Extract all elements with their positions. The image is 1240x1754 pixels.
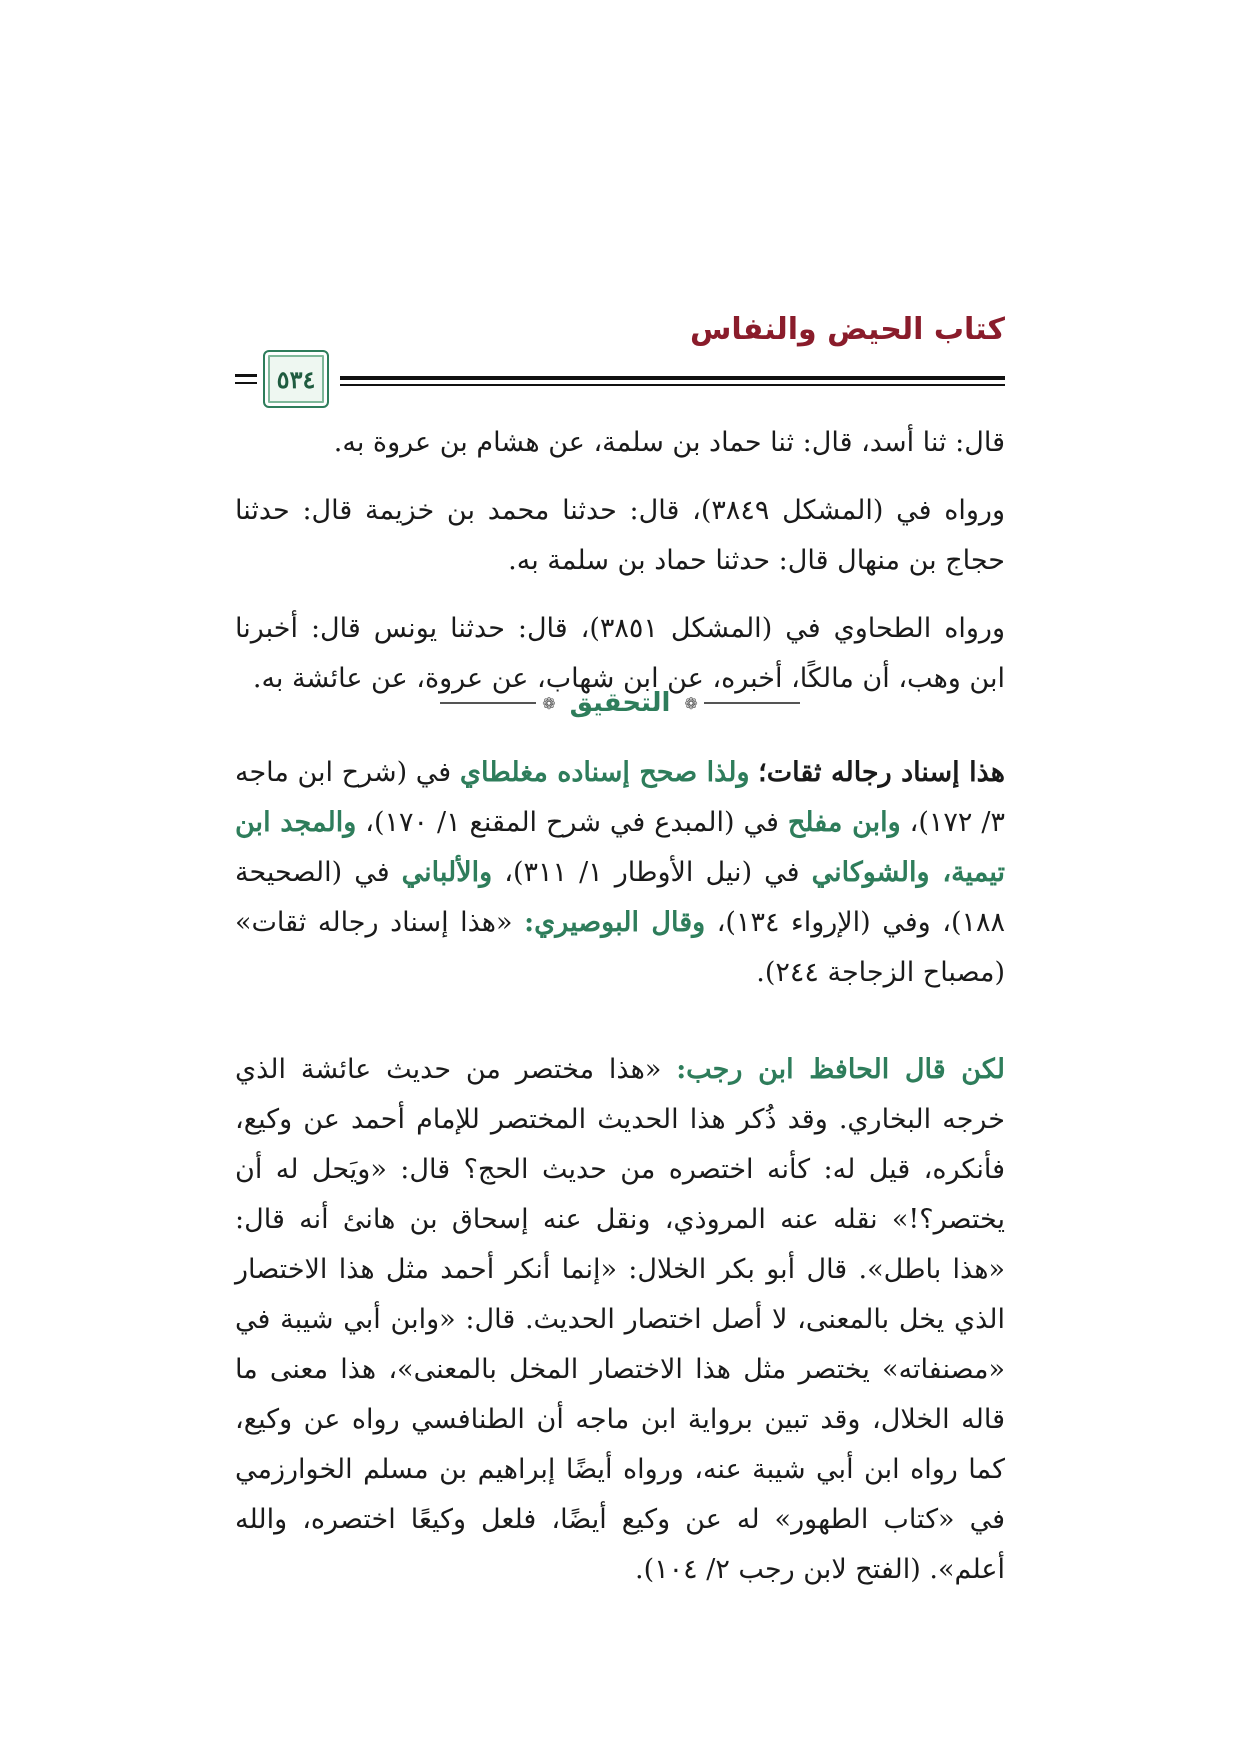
- page-number-badge: [263, 350, 329, 408]
- ibn-rajab-quote: «هذا مختصر من حديث عائشة الذي خرجه البخاري. وقد ذُكر هذا الحديث المختصر للإمام أحمد عن وكيع، فأنكره، قيل له: كأنه اختصره من حديث الحج؟ قال: «ويَحل له أن يختصر؟!» نقله عنه المروذي، ونقل عنه إسحاق بن هانئ أنه قال: «هذا باطل». قال أبو بكر الخلال: «إنما أنكر أحمد مثل هذا الاختصار الذي يخل بالمعنى، لا أصل اختصار الحديث. قال: «وابن أبي شيبة في «مصنفاته» يختصر مثل هذا الاختصار المخل بالمعنى»، هذا معنى ما قاله الخلال، وقد تبين برواية ابن ماجه أن الطنافسي رواه عن وكيع، كما رواه ابن أبي شيبة عنه، ورواه أيضًا إبراهيم بن مسلم الخوارزمي في «كتاب الطهور» له عن وكيع أيضًا، فلعل وكيعًا اختصره، والله أعلم». (الفتح لابن رجب ٢/ ١٠٤).: [235, 1054, 1005, 1585]
- paragraph-1: قال: ثنا أسد، قال: ثنا حماد بن سلمة، عن هشام بن عروة به.: [333, 427, 1005, 458]
- divider-line-left: [440, 702, 536, 704]
- tahqiq-paragraph: [235, 748, 1005, 998]
- tahqiq-verdict: هذا إسناد رجاله ثقات؛: [758, 757, 1005, 788]
- page-header: [235, 312, 1005, 402]
- tahqiq-text: في (نيل الأوطار ١/ ٣١١)،: [504, 857, 800, 888]
- ibn-rajab-lead: لكن قال الحافظ ابن رجب:: [676, 1054, 1005, 1085]
- ornament-icon: ❁: [684, 693, 698, 713]
- tahqiq-text: في (المبدع في شرح المقنع ١/ ١٧٠)،: [365, 807, 779, 838]
- page-number: ٥٣٤: [276, 364, 316, 394]
- ornament-icon: ❁: [542, 693, 556, 713]
- header-rule-left: [235, 374, 257, 377]
- tahqiq-text: «هذا إسناد رجاله ثقات» (مصباح الزجاجة ٢٤٤).: [235, 907, 1005, 988]
- book-title: كتاب الحيض والنفاس: [689, 312, 1005, 347]
- header-rule-top: [340, 376, 1005, 380]
- ibn-muflih-ref: وابن مفلح: [787, 807, 901, 838]
- section-title: التحقيق: [569, 688, 671, 718]
- albani-ref: والألباني: [401, 857, 493, 888]
- tahqiq-text: في (شرح ابن ماجه ٣/ ١٧٢)،: [235, 757, 1005, 838]
- mughaltay-ref: ولذا صحح إسناده مغلطاي: [459, 757, 750, 788]
- paragraph-2: ورواه في (المشكل ٣٨٤٩)، قال: حدثنا محمد بن خزيمة قال: حدثنا حجاج بن منهال قال: حدثنا حماد بن سلمة به.: [235, 495, 1005, 576]
- header-rule-bottom: [340, 384, 1005, 386]
- section-divider: [440, 683, 800, 723]
- busiri-ref: وقال البوصيري:: [524, 907, 706, 938]
- paragraph-3: ورواه الطحاوي في (المشكل ٣٨٥١)، قال: حدثنا يونس قال: أخبرنا ابن وهب، أن مالكًا، أخبره، عن ابن شهاب، عن عروة، عن عائشة به.: [235, 613, 1006, 694]
- header-rule-left-2: [235, 382, 257, 384]
- ibn-rajab-paragraph: [235, 1045, 1005, 1595]
- tahqiq-text: في (الصحيحة ١٨٨)، وفي (الإرواء ١٣٤)،: [235, 857, 1005, 938]
- majd-shawkani-ref: والمجد ابن تيمية، والشوكاني: [235, 807, 1005, 888]
- top-text-block: [235, 418, 1005, 704]
- divider-line-right: [704, 702, 800, 704]
